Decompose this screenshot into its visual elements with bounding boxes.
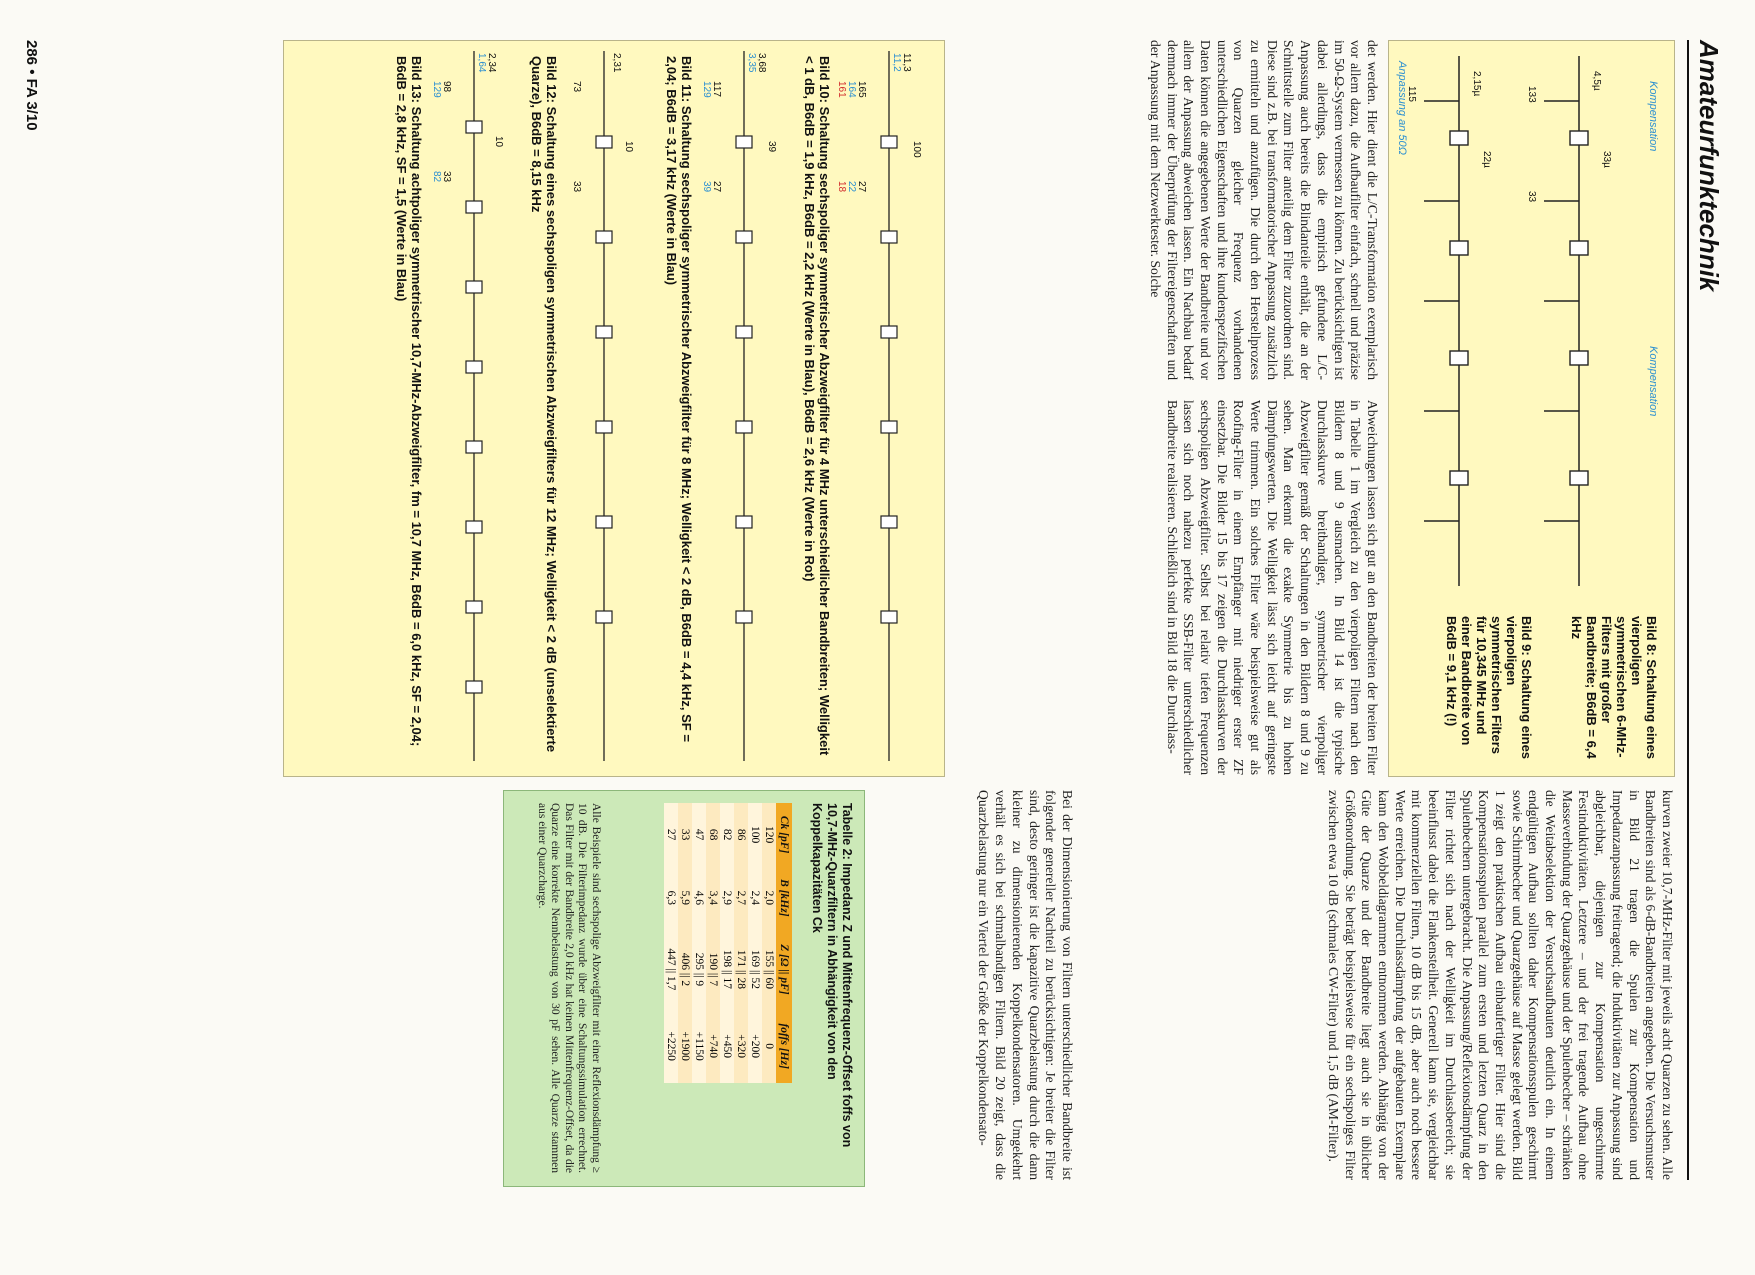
table-row [706,803,720,1083]
header-b: B [kHz] [776,866,792,929]
cell: 2,7 [734,866,748,929]
figure-box-8-9 [1388,40,1675,777]
cell: 6,3 [664,866,678,929]
cell: 82 [720,803,734,866]
cell: 155 || 60 [762,929,776,1009]
fig13-c-mid-blue: 82 [431,171,442,183]
cell: 2,9 [720,866,734,929]
fig9-c-end: 115 [1406,86,1417,102]
text-column-right-top [1075,790,1675,1180]
header-z: Z [Ω || pF] [776,929,792,1009]
fig13-l-comp: 10 [493,136,504,148]
paragraph-right-2: Bei der Dimensionierung von Filtern unterschiedlicher Bandbreite ist folgender genereller Nachteil zu berücksichtigen: Je breiter die Filter sind, desto geringer ist die kapazitive Quarzbelastung durch die dann kleiner zu dimensionierenden Koppelkondensatoren. Umgekehrt verhält es sich bei schmalbandigen Filtern. Bild 20 zeigt, dass die Quarzbelastung nur ein Viertel der Größe der Koppelkondensato- [976,790,1075,1180]
table-row [734,803,748,1083]
fig13-l-end-blue: 1,64 [476,53,487,73]
cell: 2,0 [762,866,776,929]
table-row [678,803,692,1083]
paragraph-left: det werden. Hier dient die L/C-Transformation exemplarisch vor allem dazu, die Aufbaufilter einfach, schnell und präzise im 50-Ω-System vermessen zu können. Zu berücksichtigen ist dabei allerdings, dass die empirisch gefundene L/C-Anpassung auch bereits die Blindanteile enthält, die an der Schnittstelle zum Filter anteilig dem Filter zuzuordnen sind. Diese sind z.B. bei transformatorischer Anpassung zusätzlich zu ermitteln und anzufügen. Die durch den Herstellprozess von Quarzen gleicher Frequenz vorhandenen unterschiedlichen Eigenschaften und ihre kundenspezifischen Daten können die angegebenen Werte der Bandbreite und vor allem der Anpassung abweichen lassen. Ein Nachbau bedarf demnach immer der Überprüfung der Filtereigenschaften und der Anpassung mit dem Netzwerktester. Solche [1147,40,1380,380]
fig11-c-mid: 27 [711,181,722,193]
fig11-l-end: 3,68 [756,53,767,73]
cell: +2250 [664,1009,678,1083]
table-header-row [776,803,792,1083]
cell: 169 || 52 [748,929,762,1009]
fig12-l-end: 2,31 [611,53,622,73]
cell: +450 [720,1009,734,1083]
cell: 47 [692,803,706,866]
text-column-left [960,40,1380,380]
fig12-c-mid: 33 [571,181,582,193]
cell: 5,9 [678,866,692,929]
table-row [748,803,762,1083]
fig12-caption: Bild 12: Schaltung eines sechspoligen symmetrischen Abzweigfilters für 12 MHz; Welligkeit < 2 dB (unselektierte Quarze), B6dB = 8,15 kHz [529,56,559,753]
section-title: Amateurfunktechnik [1694,40,1724,292]
schematic-fig8-9 [1391,41,1674,601]
fig10-l-end-blue: 11,2 [891,53,902,72]
cell: 0 [762,1009,776,1083]
table-box [503,790,865,1187]
cell: 86 [734,803,748,866]
fig12-c-end: 73 [571,81,582,93]
text-column-right-mid [875,790,1075,1180]
cell: +200 [748,1009,762,1083]
fig11-caption: Bild 11: Schaltung sechspoliger symmetrischer Abzweigfilter für 8 MHz; Welligkeit < 2 dB, B6dB = 4,4 kHz, SF = 2,04; B6dB = 3,17 kHz (Werte in Blau) [664,56,694,742]
label-compensation: Kompensation [1647,346,1659,417]
fig8-components [1424,101,1588,521]
impedance-table [664,803,792,1083]
fig8-l-comp: 33µ [1601,151,1612,168]
fig13-caption: Bild 13: Schaltung achtpoliger symmetrischer 10,7-MHz-Abzweigfilter, fm = 10,7 MHz, B6dB = 6,0 kHz, SF = 2,04; B6dB = 2,8 kHz, SF = 1,5 (Werte in Blau) [394,56,424,747]
fig8-c-end: 133 [1526,86,1537,103]
fig8-c-mid: 33 [1526,191,1537,203]
fig8-l-in: 4,5µ [1591,71,1602,91]
fig13-c-mid: 33 [441,171,452,183]
cell: 198 || 17 [720,929,734,1009]
table-title: Tabelle 2: Impedanz Z und Mittenfrequenz-Offset foffs von 10,7-MHz-Quarzfiltern in Abhängigkeit von den Koppelkapazitäten Ck [810,803,854,1148]
figure-box-10-13 [283,40,945,777]
fig13-c-end-blue: 129 [431,81,442,98]
cell: +1150 [692,1009,706,1083]
cell: +1900 [678,1009,692,1083]
fig10-c-end-blue: 164 [846,81,857,98]
fig13-c-end: 98 [441,81,452,93]
fig10-l-comp: 100 [911,141,922,158]
cell: 2,4 [748,866,762,929]
cell: +740 [706,1009,720,1083]
fig11-c-end-blue: 129 [701,81,712,98]
table-note: Alle Beispiele sind sechspolige Abzweigfilter mit einer Reflexionsdämpfung ≥ 10 dB. Die Filterimpedanz wurde über eine Schaltungssimulation errechnet. Das Filter mit der Bandbreite 2,0 kHz hat keinen Mittenfrequenz-Offset, da die Quarze eine korrekte Nennbelastung von 30 pF sehen. Alle Quarze stammen aus einer Quarzcharge. [536,803,602,1173]
cell: 295 || 9 [692,929,706,1009]
header-foffs: foffs [Hz] [776,1009,792,1083]
paragraph-middle: Abweichungen lassen sich gut an den Bandbreiten der breiten Filter in Tabelle 1 im Vergleich zu den vierpoligen Filtern nach den Bildern 8 und 9 ausmachen. In Bild 14 ist die typische Durchlasskurve breitbandiger, symmetrischer vierpoliger Abzweigfilter gemäß der Schaltungen in den Bildern 8 und 9 zu sehen. Man erkennt die exakte Symmetrie bis zu hohen Dämpfungswerten. Die Welligkeit lässt sich leicht auf geringste Werte trimmen. Ein solches Filter wäre beispielsweise gut als Roofing-Filter in einem Empfänger mit niedriger erster ZF einsetzbar. Die Bilder 15 bis 17 zeigen die Durchlasskurven der sechspoligen Abzweigfilter. Selbst bei relativ tiefen Frequenzen lassen sich noch nahezu perfekte SSB-Filter unterschiedlicher Bandbreite realisieren. Schließlich sind in Bild 18 die Durchlass- [1164,400,1380,775]
label-compensation-2: Kompensation [1647,81,1659,152]
cell: +320 [734,1009,748,1083]
fig11-c-mid-blue: 39 [701,181,712,193]
fig11-l-end-blue: 3,35 [746,53,757,73]
fig10-caption: Bild 10: Schaltung sechspoliger symmetrischer Abzweigfilter für 4 MHz unterschiedlicher Bandbreiten; Welligkeit < 1 dB, B6dB = 1,9 kHz, B6dB = 2,2 kHz (Werte in Blau), B6dB = 2,6 kHz (Werte in Rot) [802,56,832,756]
page-header [1687,40,1725,1180]
cell: 4,6 [692,866,706,929]
page-footer: 286 • FA 3/10 [23,40,40,131]
cell: 27 [664,803,678,866]
fig13-l-end: 2,34 [486,53,497,73]
paragraph-right: kurven zweier 10,7-MHz-Filter mit jeweils acht Quarzen zu sehen. Alle Bandbreiten sind als 6-dB-Bandbreiten angegeben. Die Versuchsmuster in Bild 21 tragen die Spulen zur Kompensation und Impedanzanpassung freitragend; die Induktivitäten zur Anpassung sind abgleichbar, diejenigen zur Kompensation ungeschirmte Festinduktivitäten. Letztere – und der frei tragende Aufbau ohne Masseverbindung der Quarzgehäuse und der Spulenbecher – schränken die Weitabselektion der Versuchsaufbauten deutlich ein. In einem endgültigen Aufbau sollten daher Kompensationsspulen geschirmt sowie Schirmbecher und Quarzgehäuse auf Masse gelegt werden. Bild 1 zeigt den praktischen Aufbau einbaufertiger Filter. Hier sind die Kompensationsspulen parallel zum ersten und letzten Quarz in den Spulenbechern untergebracht. Die Anpassung/Reflexionsdämpfung der Filter richtet sich nach der Welligkeit im Durchlassbereich; sie beeinflusst dabei die Flankensteilheit. Generell kann sie, vergleichbar mit kommerziellen Filtern, 10 dB bis 15 dB, aber auch noch bessere Werte erreichen. Die Durchlassdämpfung der aufgebauten Exemplare kann den Wobbeldiagrammen entnommen werden. Abhängig von der Güte der Quarze und der Bandbreite liegt auch sie in üblicher Größenordnung. Sie beträgt beispielsweise für ein sechspoliges Filter zwischen etwa 10 dB (schmales CW-Filter) und 1,5 dB (AM-Filter). [1325,790,1675,1180]
fig11-l-comp: 39 [766,141,777,153]
cell: 100 [748,803,762,866]
fig10-c-end-red: 161 [836,81,847,98]
cell: 171 || 28 [734,929,748,1009]
fig9-caption: Bild 9: Schaltung eines vierpoligen symmetrischen Filters für 10,345 MHz und einer Bandbreite von B6dB = 9,1 kHz (!) [1444,616,1534,760]
fig9-l-comp: 22µ [1481,151,1492,168]
cell: 68 [706,803,720,866]
table-row [762,803,776,1083]
cell: 447 || 1,7 [664,929,678,1009]
cell: 190 || 7 [706,929,720,1009]
fig11-c-end: 117 [711,81,722,97]
fig8-caption: Bild 8: Schaltung eines vierpoligen symmetrischen 6-MHz-Filters mit großer Bandbreite; B6dB = 6,4 kHz [1569,616,1659,760]
table-row [664,803,678,1083]
cell: 120 [762,803,776,866]
fig10-l-end: 11,3 [901,53,912,72]
label-match: Anpassung an 50Ω [1396,61,1408,155]
fig10-c-mid-red: 18 [836,181,847,193]
cell: 33 [678,803,692,866]
schematic-fig10-13 [286,41,944,774]
cell: 3,4 [706,866,720,929]
fig9-l-match: 2,15µ [1471,71,1482,97]
fig10-c-mid: 27 [856,181,867,193]
cell: 406 || 2 [678,929,692,1009]
fig12-l-comp: 10 [623,141,634,153]
fig10-c-mid-blue: 22 [846,181,857,193]
text-column-middle [960,400,1380,775]
header-ck: Ck [pF] [776,803,792,866]
table-row [720,803,734,1083]
fig10-c-end: 165 [856,81,867,98]
table-row [692,803,706,1083]
